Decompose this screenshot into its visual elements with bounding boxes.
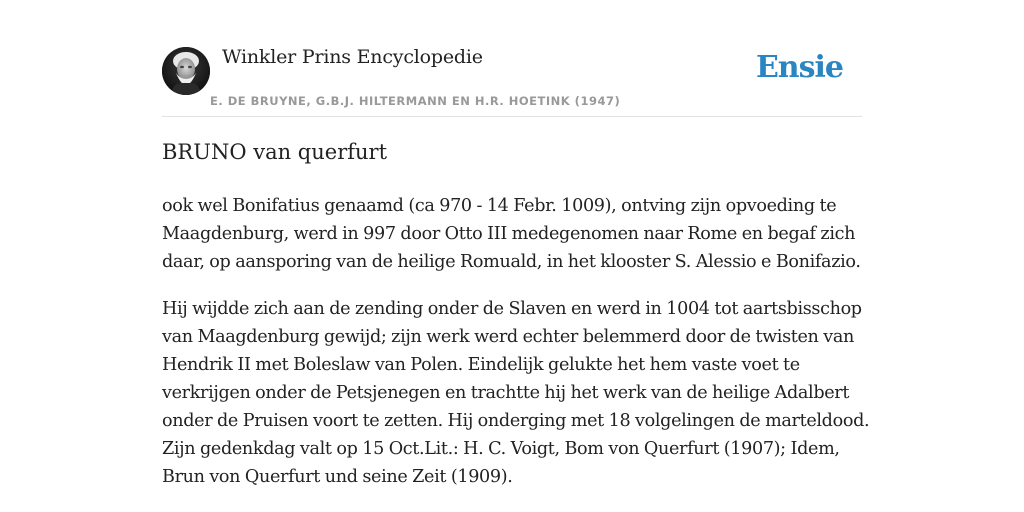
- text-line: Hij wijdde zich aan de zending onder de Slaven en werd in 1004 tot aartsbisschop: [162, 299, 862, 319]
- article-body: [162, 192, 872, 510]
- portrait-icon: [162, 47, 210, 95]
- authors-line: E. DE BRUYNE, G.B.J. HILTERMANN EN H.R. HOETINK (1947): [210, 94, 621, 108]
- text-line: daar, op aansporing van de heilige Romuald, in het klooster S. Alessio e Bonifazio.: [162, 252, 861, 272]
- text-line: verkrijgen onder de Petsjenegen en trachtte hij het werk van de heilige Adalbert: [162, 383, 850, 403]
- text-line: onder de Pruisen voort te zetten. Hij onderging met 18 volgelingen de marteldood.: [162, 411, 870, 431]
- paragraph: [162, 295, 872, 491]
- article-title: BRUNO van querfurt: [162, 140, 388, 164]
- site-header: [162, 44, 862, 117]
- text-line: van Maagdenburg gewijd; zijn werk werd echter belemmerd door de twisten van: [162, 327, 854, 347]
- text-line: ook wel Bonifatius genaamd (ca 970 - 14 Febr. 1009), ontving zijn opvoeding te: [162, 196, 837, 216]
- encyclopedia-title[interactable]: Winkler Prins Encyclopedie: [222, 46, 483, 68]
- text-line: Hendrik II met Boleslaw van Polen. Eindelijk gelukte het hem vaste voet te: [162, 355, 800, 375]
- text-line: Brun von Querfurt und seine Zeit (1909).: [162, 467, 513, 487]
- brand-logo[interactable]: Ensie: [755, 50, 843, 85]
- text-line: Zijn gedenkdag valt op 15 Oct.Lit.: H. C. Voigt, Bom von Querfurt (1907); Idem,: [162, 439, 840, 459]
- text-line: Maagdenburg, werd in 997 door Otto III medegenomen naar Rome en begaf zich: [162, 224, 856, 244]
- author-avatar: [162, 47, 210, 95]
- paragraph: [162, 192, 872, 276]
